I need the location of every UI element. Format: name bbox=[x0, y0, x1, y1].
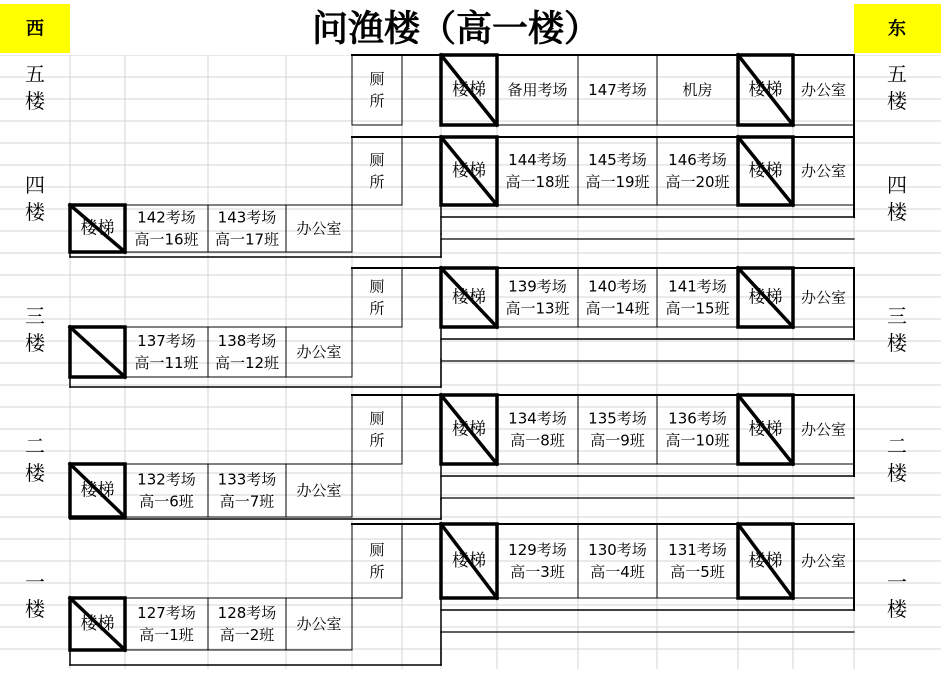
east-stair-label: 楼梯 bbox=[452, 551, 486, 571]
east-room-box bbox=[657, 137, 738, 205]
label-char: 楼 bbox=[25, 597, 45, 621]
west-room-class: 高一1班 bbox=[139, 626, 194, 644]
west-room-exam-room: 133考场 bbox=[217, 470, 277, 489]
west-room-label: 办公室 bbox=[296, 481, 342, 500]
label-char: 五 bbox=[25, 62, 45, 86]
east-room-class: 高一10班 bbox=[665, 431, 730, 450]
west-stair-label: 楼梯 bbox=[80, 614, 115, 634]
west-room-label: 办公室 bbox=[296, 343, 342, 361]
label-char: 一 bbox=[25, 570, 45, 594]
west-stair-label: 楼梯 bbox=[80, 480, 115, 501]
label-char: 楼 bbox=[887, 89, 907, 113]
label-char: 四 bbox=[887, 173, 907, 197]
east-room-class: 高一14班 bbox=[585, 299, 650, 318]
east-room-class: 高一15班 bbox=[665, 299, 730, 318]
west-room-exam-room: 128考场 bbox=[217, 604, 277, 622]
toilet-box bbox=[352, 55, 402, 125]
east-room-class: 高一20班 bbox=[665, 173, 730, 191]
east-stair-label: 楼梯 bbox=[452, 287, 486, 308]
label-char: 二 bbox=[887, 434, 907, 458]
label-char: 楼 bbox=[25, 461, 45, 485]
floor-label-left bbox=[25, 62, 46, 113]
west-room-class: 高一6班 bbox=[139, 492, 194, 511]
label-char: 楼 bbox=[887, 597, 907, 621]
east-room-exam-room: 131考场 bbox=[668, 541, 727, 559]
east-room-exam-room: 141考场 bbox=[668, 277, 727, 296]
label-char: 二 bbox=[25, 434, 45, 458]
east-room-class: 高一18班 bbox=[505, 173, 570, 191]
east-room-label: 办公室 bbox=[800, 288, 847, 307]
label-char: 三 bbox=[887, 304, 907, 328]
east-label: 东 bbox=[888, 18, 906, 40]
toilet-label: 厕 bbox=[369, 277, 385, 296]
page-title: 问渔楼（高一楼） bbox=[311, 8, 601, 50]
toilet-label: 厕 bbox=[369, 409, 385, 428]
toilet-label: 所 bbox=[369, 173, 385, 191]
west-room-exam-room: 142考场 bbox=[137, 208, 196, 227]
toilet-label: 厕 bbox=[369, 151, 385, 169]
west-room-class: 高一17班 bbox=[214, 230, 280, 249]
east-stair-label: 楼梯 bbox=[452, 419, 486, 440]
toilet-label: 厕 bbox=[369, 541, 385, 559]
east-room-class: 高一9班 bbox=[590, 431, 645, 450]
label-char: 楼 bbox=[887, 331, 907, 355]
east-room-exam-room: 140考场 bbox=[588, 277, 647, 296]
east-room-class: 高一19班 bbox=[585, 173, 650, 191]
floor-label-left bbox=[25, 173, 46, 224]
label-char: 楼 bbox=[887, 461, 907, 485]
east-room-label: 备用考场 bbox=[507, 81, 568, 99]
floor-label-right bbox=[887, 434, 908, 485]
east-room-exam-room: 135考场 bbox=[588, 409, 647, 428]
east-room-class: 高一3班 bbox=[510, 563, 565, 581]
west-room-label: 办公室 bbox=[296, 615, 342, 633]
toilet-label: 厕 bbox=[369, 70, 385, 88]
east-stair-label: 楼梯 bbox=[748, 551, 783, 571]
east-room-class: 高一5班 bbox=[670, 563, 725, 581]
floor-label-left bbox=[25, 434, 46, 485]
east-stair-label: 楼梯 bbox=[748, 161, 783, 181]
east-room-label: 办公室 bbox=[800, 552, 847, 570]
toilet-label: 所 bbox=[369, 431, 385, 450]
east-room-box bbox=[497, 137, 578, 205]
toilet-box bbox=[352, 137, 402, 205]
toilet-label: 所 bbox=[369, 299, 385, 318]
label-char: 四 bbox=[25, 173, 45, 197]
east-room-exam-room: 146考场 bbox=[668, 151, 727, 169]
label-char: 楼 bbox=[25, 331, 45, 355]
east-room-label: 147考场 bbox=[588, 81, 647, 99]
east-stair-label: 楼梯 bbox=[748, 287, 783, 308]
toilet-label: 所 bbox=[369, 92, 385, 110]
east-room-class: 高一8班 bbox=[510, 431, 565, 450]
east-room-label: 办公室 bbox=[800, 420, 847, 439]
west-room-exam-room: 143考场 bbox=[217, 208, 277, 227]
floor-label-right bbox=[887, 570, 908, 621]
east-stair-label: 楼梯 bbox=[748, 419, 783, 440]
east-stair-label: 楼梯 bbox=[748, 80, 783, 100]
west-room-class: 高一12班 bbox=[214, 354, 280, 372]
east-stair-label: 楼梯 bbox=[452, 80, 486, 100]
west-room-class: 高一2班 bbox=[219, 626, 275, 644]
floor-label-right bbox=[887, 62, 908, 113]
east-room-label: 办公室 bbox=[800, 162, 847, 180]
west-room-class: 高一11班 bbox=[134, 354, 199, 372]
label-char: 楼 bbox=[25, 89, 45, 113]
east-room-exam-room: 130考场 bbox=[588, 541, 647, 559]
west-room-exam-room: 138考场 bbox=[217, 332, 277, 350]
east-room-exam-room: 139考场 bbox=[508, 277, 567, 296]
east-room-class: 高一13班 bbox=[505, 299, 570, 318]
west-room-exam-room: 137考场 bbox=[137, 332, 196, 350]
floor-label-right bbox=[887, 173, 908, 224]
west-stair-label: 楼梯 bbox=[80, 218, 115, 239]
east-room-exam-room: 144考场 bbox=[508, 151, 567, 169]
west-stair-diagonal bbox=[70, 327, 125, 377]
label-char: 五 bbox=[887, 62, 907, 86]
label-char: 楼 bbox=[887, 200, 907, 224]
east-room-class: 高一4班 bbox=[590, 563, 645, 581]
label-char: 楼 bbox=[25, 200, 45, 224]
label-char: 三 bbox=[25, 304, 45, 328]
east-stair-label: 楼梯 bbox=[452, 161, 486, 181]
label-char: 一 bbox=[887, 570, 907, 594]
east-room-exam-room: 145考场 bbox=[588, 151, 647, 169]
west-label: 西 bbox=[26, 18, 44, 40]
west-room-class: 高一16班 bbox=[134, 230, 199, 249]
east-room-label: 办公室 bbox=[800, 81, 847, 99]
east-room-exam-room: 136考场 bbox=[668, 409, 727, 428]
west-room-label: 办公室 bbox=[296, 219, 342, 238]
east-room-exam-room: 129考场 bbox=[508, 541, 567, 559]
west-room-exam-room: 127考场 bbox=[137, 604, 196, 622]
east-room-exam-room: 134考场 bbox=[508, 409, 567, 428]
west-room-exam-room: 132考场 bbox=[137, 470, 196, 489]
east-room-label: 机房 bbox=[682, 81, 713, 99]
floor-label-right bbox=[887, 304, 908, 355]
floor-label-left bbox=[25, 570, 46, 621]
west-room-class: 高一7班 bbox=[219, 492, 275, 511]
east-room-box bbox=[578, 137, 657, 205]
floor-label-left bbox=[25, 304, 46, 355]
toilet-label: 所 bbox=[369, 563, 385, 581]
